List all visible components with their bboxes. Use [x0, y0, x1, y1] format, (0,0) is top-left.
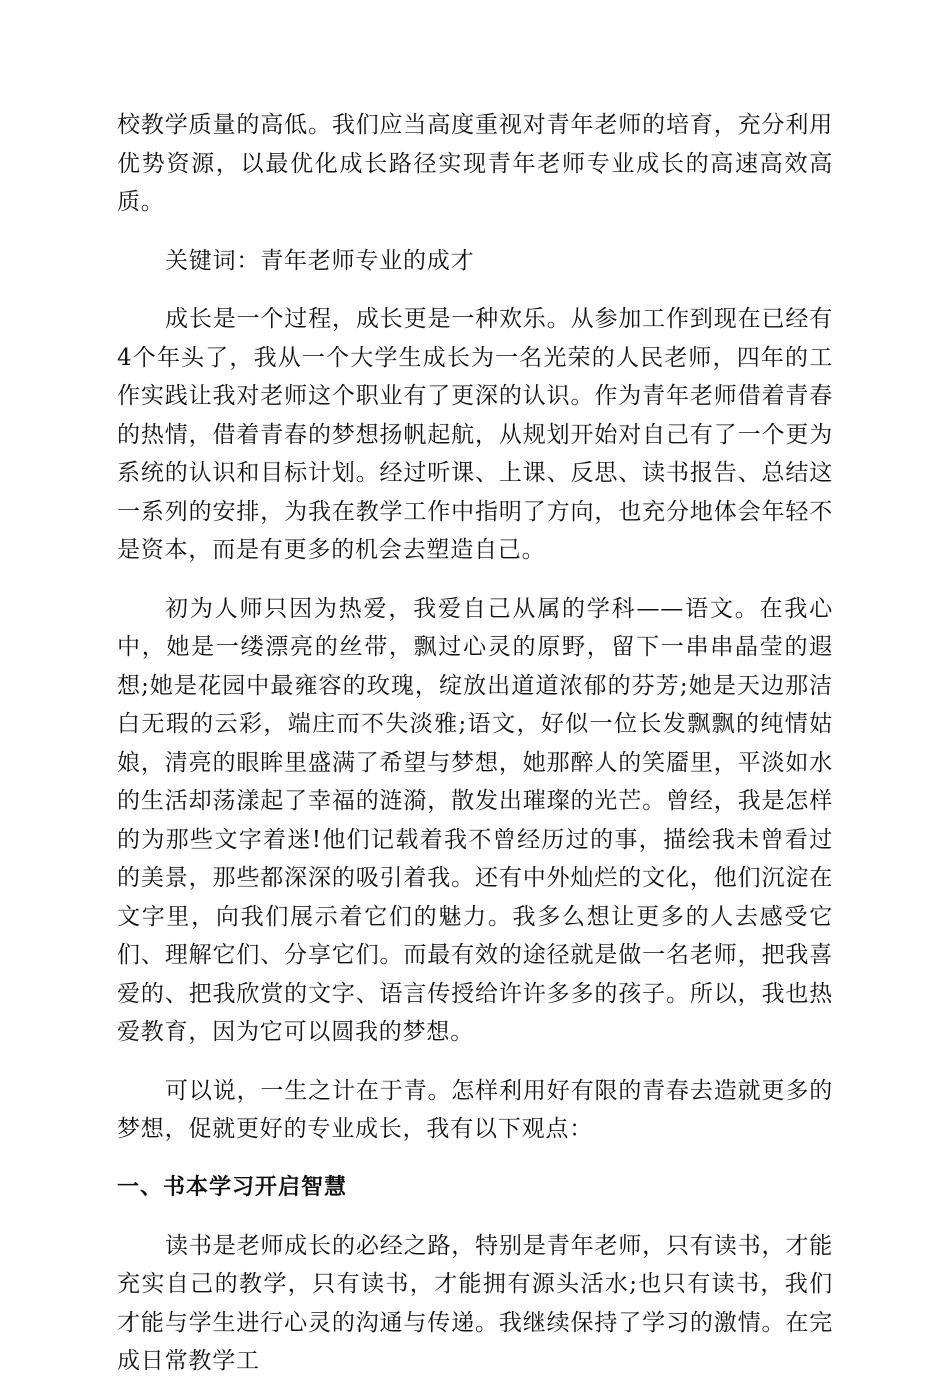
paragraph-intro-continuation: 校教学质量的高低。我们应当高度重视对青年老师的培育，充分利用优势资源，以最优化成长路径实现青年老师专业成长的高速高效高质。 [117, 112, 833, 215]
paragraph-love-of-chinese: 初为人师只因为热爱，我爱自己从属的学科——语文。在我心中，她是一缕漂亮的丝带，飘过心灵的原野，留下一串串晶莹的遐想;她是花园中最雍容的玫瑰，绽放出道道浓郁的芬芳;她是天边那洁白无瑕的云彩，端庄而不失淡雅;语文，好似一位长发飘飘的纯情姑娘，清亮的眼眸里盛满了希望与梦想，她那醉人的笑靥里，平淡如水的生活却荡漾起了幸福的涟漪，散发出璀璨的光芒。曾经，我是怎样的为那些文字着迷!他们记载着我不曾经历过的事，描绘我未曾看过的美景，那些都深深的吸引着我。还有中外灿烂的文化，他们沉淀在文字里，向我们展示着它们的魅力。我多么想让更多的人去感受它们、理解它们、分享它们。而最有效的途径就是做一名老师，把我喜爱的、把我欣赏的文字、语言传授给许许多多的孩子。所以，我也热爱教育，因为它可以圆我的梦想。 [117, 595, 833, 1045]
paragraph-gap [117, 280, 833, 300]
section-heading-reading: 一、书本学习开启智慧 [117, 1174, 348, 1200]
paragraph-views: 可以说，一生之计在于青。怎样利用好有限的青春去造就更多的梦想，促就更好的专业成长，我有以下观点： [117, 1077, 833, 1142]
paragraph-gap [117, 1207, 833, 1227]
paragraph-gap [117, 1149, 833, 1169]
paragraph-gap [117, 570, 833, 590]
paragraph-growth: 成长是一个过程，成长更是一种欢乐。从参加工作到现在已经有4个年头了，我从一个大学生成长为一名光荣的人民老师，四年的工作实践让我对老师这个职业有了更深的认识。作为青年老师借着青春的热情，借着青春的梦想扬帆起航，从规划开始对自己有了一个更为系统的认识和目标计划。经过听课、上课、反思、读书报告、总结这一系列的安排，为我在教学工作中指明了方向，也充分地体会年轻不是资本，而是有更多的机会去塑造自己。 [117, 306, 833, 563]
paragraph-gap [117, 222, 833, 242]
paragraph-gap [117, 1052, 833, 1072]
keywords-line: 关键词：青年老师专业的成才 [165, 247, 475, 274]
paragraph-reading: 读书是老师成长的必经之路，特别是青年老师，只有读书，才能充实自己的教学，只有读书，才能拥有源头活水;也只有读书，我们才能与学生进行心灵的沟通与传递。我继续保持了学习的激情。在完成日常教学工 [117, 1232, 833, 1374]
document-body [117, 106, 833, 1381]
